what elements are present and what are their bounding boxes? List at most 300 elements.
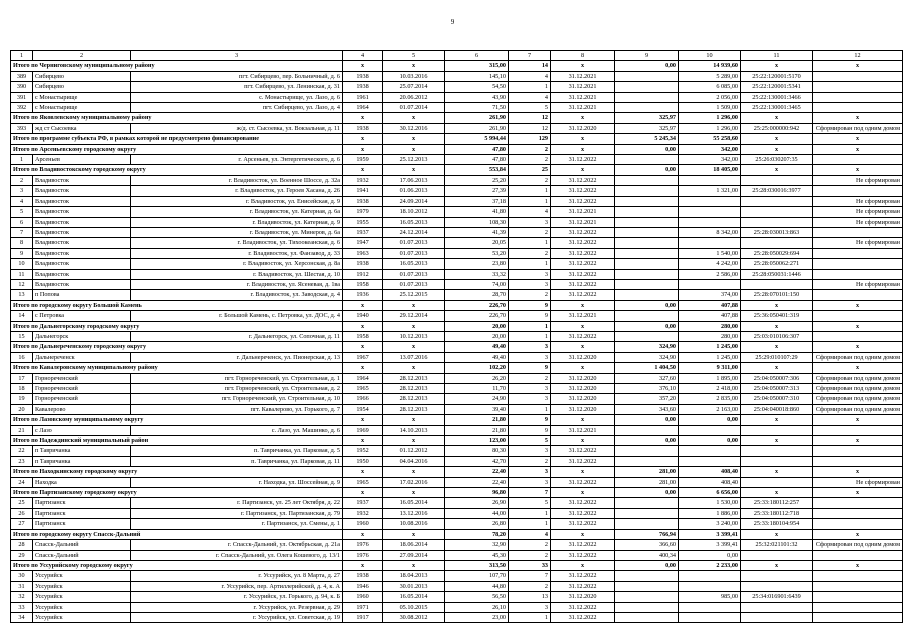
subtotal-row: [11, 134, 903, 144]
table-cell: Владивосток: [33, 279, 131, 289]
table-cell: 31.12.2022: [551, 581, 615, 591]
table-cell: 1938: [343, 571, 383, 581]
table-cell: 20: [11, 404, 33, 414]
table-cell: Владивосток: [33, 186, 131, 196]
table-row: [11, 602, 903, 612]
table-cell: 31.12.2022: [551, 290, 615, 300]
table-cell: г. Находка, ул. Шоссейная, д. 9: [131, 477, 343, 487]
subtotal-row: [11, 342, 903, 352]
table-cell: 17.06.2013: [383, 175, 445, 185]
table-cell: Партизанск: [33, 519, 131, 529]
table-cell: 1 886,00: [679, 508, 741, 518]
table-cell: 107,70: [445, 571, 509, 581]
table-cell: 31.12.2020: [551, 352, 615, 362]
subtotal-cell: x: [383, 300, 445, 310]
subtotal-cell: 96,80: [445, 488, 509, 498]
table-cell: [813, 519, 903, 529]
table-cell: 1946: [343, 581, 383, 591]
subtotal-cell: x: [383, 144, 445, 154]
table-cell: 1971: [343, 602, 383, 612]
table-cell: 31.12.2022: [551, 155, 615, 165]
table-cell: г. Дальнереченск, ул. Пионерская, д. 13: [131, 352, 343, 362]
subtotal-cell: x: [813, 415, 903, 425]
table-cell: 29: [11, 550, 33, 560]
subtotal-cell: x: [813, 529, 903, 539]
table-cell: Не сформирован: [813, 175, 903, 185]
table-cell: [615, 311, 679, 321]
table-cell: 1917: [343, 612, 383, 622]
table-cell: [741, 446, 813, 456]
table-cell: 01.07.2013: [383, 269, 445, 279]
table-cell: 20,05: [445, 238, 509, 248]
table-cell: Уссурийск: [33, 612, 131, 622]
subtotal-cell: 0,00: [615, 144, 679, 154]
table-cell: [615, 259, 679, 269]
subtotal-cell: x: [383, 134, 445, 144]
table-cell: 31.12.2022: [551, 602, 615, 612]
subtotal-cell: x: [813, 560, 903, 570]
table-cell: 31.12.2022: [551, 498, 615, 508]
subtotal-cell: x: [741, 363, 813, 373]
table-cell: [813, 71, 903, 81]
subtotal-cell: x: [741, 300, 813, 310]
table-cell: 31.12.2020: [551, 404, 615, 414]
table-cell: Уссурийск: [33, 602, 131, 612]
subtotal-row: [11, 436, 903, 446]
table-cell: 21: [11, 425, 33, 435]
column-number-cell: 12: [813, 51, 903, 61]
table-cell: 32: [11, 592, 33, 602]
table-cell: 31.12.2022: [551, 259, 615, 269]
subtotal-cell: 0,00: [615, 560, 679, 570]
table-cell: с Монастырище: [33, 92, 131, 102]
table-cell: 376,10: [615, 384, 679, 394]
subtotal-cell: x: [551, 529, 615, 539]
table-cell: [615, 290, 679, 300]
subtotal-cell: x: [383, 342, 445, 352]
table-cell: 45,30: [445, 550, 509, 560]
column-number-cell: 4: [343, 51, 383, 61]
table-cell: 3: [509, 217, 551, 227]
table-cell: 14.10.2013: [383, 425, 445, 435]
table-cell: 31.12.2022: [551, 540, 615, 550]
table-cell: [615, 269, 679, 279]
table-cell: 985,00: [679, 592, 741, 602]
table-cell: 31.12.2022: [551, 196, 615, 206]
subtotal-label: Итого по Лазовскому муниципальному округу: [11, 415, 343, 425]
subtotal-cell: x: [813, 61, 903, 71]
subtotal-cell: x: [383, 560, 445, 570]
table-row: [11, 259, 903, 269]
table-cell: 325,97: [615, 123, 679, 133]
subtotal-cell: x: [551, 467, 615, 477]
table-cell: 18.04.2013: [383, 571, 445, 581]
table-cell: г. Уссурийск, ул. Горького, д. 94, к. Б: [131, 592, 343, 602]
table-cell: [741, 581, 813, 591]
table-cell: 74,00: [445, 279, 509, 289]
table-cell: 25:22:130001:3466: [741, 92, 813, 102]
table-cell: 2: [509, 540, 551, 550]
table-cell: 392: [11, 103, 33, 113]
table-cell: 01.07.2013: [383, 238, 445, 248]
table-cell: 1: [509, 612, 551, 622]
table-cell: 33,32: [445, 269, 509, 279]
table-cell: [741, 238, 813, 248]
table-cell: [741, 602, 813, 612]
table-cell: г. Владивосток, ул. Военное Шоссе, д. 32а: [131, 175, 343, 185]
table-cell: 261,90: [445, 123, 509, 133]
table-cell: 05.10.2015: [383, 602, 445, 612]
table-cell: 71,50: [445, 103, 509, 113]
table-cell: 393: [11, 123, 33, 133]
table-cell: [813, 498, 903, 508]
table-cell: [679, 612, 741, 622]
table-cell: г. Владивосток, ул. Минеров, д. 6а: [131, 227, 343, 237]
table-cell: Спасск-Дальний: [33, 550, 131, 560]
table-cell: 145,10: [445, 71, 509, 81]
table-cell: [813, 581, 903, 591]
table-cell: Уссурийск: [33, 581, 131, 591]
subtotal-cell: 766,94: [615, 529, 679, 539]
table-cell: 13: [11, 290, 33, 300]
table-cell: Владивосток: [33, 259, 131, 269]
table-cell: 16: [11, 352, 33, 362]
table-cell: Сформирован под одним домом: [813, 373, 903, 383]
table-cell: 3 399,41: [679, 540, 741, 550]
table-cell: [615, 279, 679, 289]
subtotal-cell: x: [741, 321, 813, 331]
subtotal-row: [11, 415, 903, 425]
table-cell: 1938: [343, 82, 383, 92]
table-cell: 31.12.2020: [551, 384, 615, 394]
table-cell: г. Владивосток, ул. Шестая, д. 10: [131, 269, 343, 279]
table-cell: 25:25:000000:942: [741, 123, 813, 133]
table-row: [11, 217, 903, 227]
table-cell: 1979: [343, 207, 383, 217]
subtotal-cell: x: [343, 436, 383, 446]
table-cell: 26,20: [445, 373, 509, 383]
table-cell: 400,34: [615, 550, 679, 560]
table-cell: [741, 217, 813, 227]
table-cell: 24: [11, 477, 33, 487]
table-cell: [615, 196, 679, 206]
table-cell: 407,88: [679, 311, 741, 321]
table-row: [11, 123, 903, 133]
subtotal-cell: x: [551, 560, 615, 570]
table-cell: Сформирован под одним домом: [813, 540, 903, 550]
table-row: [11, 612, 903, 622]
table-cell: 31.12.2022: [551, 456, 615, 466]
subtotal-cell: x: [813, 144, 903, 154]
table-cell: 27: [11, 519, 33, 529]
column-number-cell: 3: [131, 51, 343, 61]
subtotal-label: Итого по Надеждинский муниципальный район: [11, 436, 343, 446]
table-cell: 31.12.2021: [551, 311, 615, 321]
subtotal-cell: x: [343, 165, 383, 175]
table-cell: 3: [509, 477, 551, 487]
table-cell: 18.06.2014: [383, 540, 445, 550]
table-cell: Кавалерово: [33, 404, 131, 414]
table-cell: 31.12.2022: [551, 446, 615, 456]
table-cell: 4: [509, 207, 551, 217]
table-cell: Дальнереченск: [33, 352, 131, 362]
table-cell: 25:28:070101:150: [741, 290, 813, 300]
table-cell: 31.12.2020: [551, 394, 615, 404]
subtotal-cell: 0,00: [615, 165, 679, 175]
table-row: [11, 248, 903, 258]
table-cell: 1965: [343, 384, 383, 394]
table-cell: 1947: [343, 238, 383, 248]
subtotal-cell: 1 296,00: [679, 113, 741, 123]
table-cell: 31.12.2022: [551, 175, 615, 185]
table-cell: 10.12.2013: [383, 331, 445, 341]
subtotal-cell: x: [741, 529, 813, 539]
table-cell: [615, 331, 679, 341]
column-number-cell: 11: [741, 51, 813, 61]
table-cell: 1976: [343, 540, 383, 550]
table-cell: 1 509,00: [679, 103, 741, 113]
table-row: [11, 155, 903, 165]
subtotal-row: [11, 61, 903, 71]
table-cell: 27.09.2014: [383, 550, 445, 560]
table-cell: 25.07.2014: [383, 82, 445, 92]
subtotal-cell: 47,80: [445, 144, 509, 154]
table-cell: 1938: [343, 196, 383, 206]
table-cell: 10: [11, 259, 33, 269]
table-cell: г. Владивосток, ул. Заводская, д. 4: [131, 290, 343, 300]
subtotal-cell: x: [343, 488, 383, 498]
table-cell: 28.12.2013: [383, 373, 445, 383]
table-cell: пгт. Горнореченский, ул. Строительная, д. 1: [131, 373, 343, 383]
table-row: [11, 592, 903, 602]
table-cell: 1966: [343, 394, 383, 404]
table-cell: 25:04:040018:860: [741, 404, 813, 414]
subtotal-cell: x: [741, 467, 813, 477]
table-cell: г. Владивосток, ул. Тихоокеанская, д. 6: [131, 238, 343, 248]
table-cell: [679, 238, 741, 248]
table-cell: 30.12.2016: [383, 123, 445, 133]
table-cell: 408,40: [679, 477, 741, 487]
table-cell: [741, 207, 813, 217]
table-row: [11, 373, 903, 383]
table-cell: 30.01.2013: [383, 581, 445, 591]
subtotal-cell: 129: [509, 134, 551, 144]
subtotal-cell: x: [343, 415, 383, 425]
table-cell: [741, 456, 813, 466]
subtotal-cell: x: [813, 436, 903, 446]
table-cell: 1955: [343, 217, 383, 227]
table-cell: 31.12.2022: [551, 508, 615, 518]
subtotal-label: Итого по Арсеньевскому городскому округу: [11, 144, 343, 154]
table-cell: [615, 519, 679, 529]
subtotal-row: [11, 144, 903, 154]
table-cell: 13: [509, 592, 551, 602]
table-row: [11, 207, 903, 217]
table-cell: [813, 602, 903, 612]
table-cell: с. Лазо, ул. Машинко, д. 6: [131, 425, 343, 435]
subtotal-cell: x: [813, 342, 903, 352]
table-cell: 28.12.2013: [383, 394, 445, 404]
table-cell: 24.09.2014: [383, 196, 445, 206]
table-cell: г. Уссурийск, пер. Артиллерийский, д. 4, к. А: [131, 581, 343, 591]
table-cell: Находка: [33, 477, 131, 487]
table-cell: 25,20: [445, 175, 509, 185]
table-cell: 26,90: [445, 498, 509, 508]
table-cell: 1965: [343, 477, 383, 487]
subtotal-cell: x: [343, 134, 383, 144]
table-row: [11, 269, 903, 279]
table-cell: 24.12.2014: [383, 227, 445, 237]
table-cell: Сибирцево: [33, 82, 131, 92]
table-cell: Владивосток: [33, 227, 131, 237]
table-row: [11, 279, 903, 289]
table-cell: Арсеньев: [33, 155, 131, 165]
subtotal-cell: 7: [509, 488, 551, 498]
table-cell: 1: [509, 519, 551, 529]
subtotal-cell: 4: [509, 529, 551, 539]
table-cell: 17.02.2016: [383, 477, 445, 487]
table-cell: г. Спасск-Дальний, ул. Октябрьская, д. 21а: [131, 540, 343, 550]
table-cell: 31.12.2022: [551, 331, 615, 341]
table-cell: 11: [11, 269, 33, 279]
subtotal-cell: x: [741, 113, 813, 123]
table-cell: 25:04:050007:313: [741, 384, 813, 394]
table-cell: 1: [509, 331, 551, 341]
table-cell: 327,60: [615, 373, 679, 383]
table-cell: [741, 571, 813, 581]
table-cell: 2: [509, 456, 551, 466]
subtotal-cell: x: [741, 134, 813, 144]
table-cell: 31.12.2021: [551, 92, 615, 102]
table-cell: с Лазо: [33, 425, 131, 435]
table-cell: Сформирован под одним домом: [813, 394, 903, 404]
table-cell: 1938: [343, 259, 383, 269]
table-row: [11, 550, 903, 560]
table-cell: [679, 571, 741, 581]
table-cell: [813, 259, 903, 269]
table-cell: 1 245,00: [679, 352, 741, 362]
table-cell: пгт. Сибирцево, ул. Ленинская, д. 31: [131, 82, 343, 92]
table-cell: 42,70: [445, 456, 509, 466]
subtotal-cell: 22,40: [445, 467, 509, 477]
table-cell: пгт. Горнореченский, ул. Строительная, д. 10: [131, 394, 343, 404]
table-cell: 27,39: [445, 186, 509, 196]
subtotal-label: Итого по Дальнереченскому городскому округу: [11, 342, 343, 352]
table-row: [11, 71, 903, 81]
table-cell: 31.12.2022: [551, 238, 615, 248]
table-cell: 4: [509, 71, 551, 81]
table-cell: 1 540,00: [679, 248, 741, 258]
table-cell: [679, 425, 741, 435]
table-cell: 11,70: [445, 384, 509, 394]
table-cell: 1937: [343, 498, 383, 508]
table-cell: г. Спасск-Дальний, ул. Олега Кошевого, д. 13/1: [131, 550, 343, 560]
subtotal-cell: x: [813, 113, 903, 123]
column-number-cell: 5: [383, 51, 445, 61]
table-cell: 13.07.2016: [383, 352, 445, 362]
subtotal-cell: x: [551, 342, 615, 352]
column-number-cell: 2: [33, 51, 131, 61]
subtotal-cell: 0,00: [615, 61, 679, 71]
table-cell: 28: [11, 540, 33, 550]
table-cell: п. Тавричанка, ул. Парковая, д. 11: [131, 456, 343, 466]
subtotal-row: [11, 165, 903, 175]
table-cell: 7: [509, 571, 551, 581]
table-cell: 1 895,00: [679, 373, 741, 383]
table-cell: пгт. Горнореченский, ул. Строительная, д. 2: [131, 384, 343, 394]
subtotal-cell: 33: [509, 560, 551, 570]
subtotal-cell: x: [741, 560, 813, 570]
table-cell: [813, 227, 903, 237]
table-cell: жд ст Сысоевка: [33, 123, 131, 133]
table-cell: 15: [11, 331, 33, 341]
subtotal-cell: x: [343, 342, 383, 352]
table-cell: 1961: [343, 92, 383, 102]
table-cell: 25:04:050007:306: [741, 373, 813, 383]
subtotal-cell: 123,00: [445, 436, 509, 446]
table-cell: г. Большой Камень, с. Петровка, ул. ДОС, д. 4: [131, 311, 343, 321]
table-cell: [679, 602, 741, 612]
table-cell: 25:04:050007:310: [741, 394, 813, 404]
table-cell: 1958: [343, 331, 383, 341]
subtotal-cell: x: [551, 61, 615, 71]
table-cell: 389: [11, 71, 33, 81]
table-cell: 1 321,00: [679, 186, 741, 196]
table-row: [11, 519, 903, 529]
subtotal-cell: 20,00: [445, 321, 509, 331]
table-cell: [813, 311, 903, 321]
housing-table: [10, 50, 903, 623]
table-cell: [679, 207, 741, 217]
table-cell: [813, 550, 903, 560]
table-cell: 18: [11, 384, 33, 394]
table-cell: 25:32:021101:32: [741, 540, 813, 550]
table-cell: [679, 175, 741, 185]
table-cell: 54,50: [445, 82, 509, 92]
table-cell: 2: [509, 248, 551, 258]
table-cell: 04.04.2016: [383, 456, 445, 466]
column-number-cell: 1: [11, 51, 33, 61]
table-cell: п Тавричанка: [33, 446, 131, 456]
subtotal-cell: 49,40: [445, 342, 509, 352]
table-cell: [813, 290, 903, 300]
subtotal-cell: 9: [509, 300, 551, 310]
table-cell: 390: [11, 82, 33, 92]
subtotal-label: Итого по Дальнегорскому городскому округу: [11, 321, 343, 331]
subtotal-cell: 325,97: [615, 113, 679, 123]
table-cell: [615, 592, 679, 602]
subtotal-cell: x: [383, 529, 445, 539]
subtotal-cell: 5 994,44: [445, 134, 509, 144]
subtotal-cell: x: [343, 61, 383, 71]
subtotal-cell: x: [343, 321, 383, 331]
subtotal-cell: 0,00: [615, 300, 679, 310]
subtotal-cell: x: [551, 363, 615, 373]
table-cell: г. Уссурийск, ул. 8 Марта, д. 27: [131, 571, 343, 581]
subtotal-cell: x: [343, 560, 383, 570]
table-cell: 26,80: [445, 519, 509, 529]
table-cell: 5: [509, 103, 551, 113]
table-cell: [615, 446, 679, 456]
table-cell: 391: [11, 92, 33, 102]
column-number-cell: 9: [615, 51, 679, 61]
table-cell: 14: [11, 311, 33, 321]
table-cell: 29.12.2014: [383, 311, 445, 321]
table-cell: 2: [509, 550, 551, 560]
table-cell: 28.12.2013: [383, 384, 445, 394]
table-cell: 31.12.2022: [551, 186, 615, 196]
subtotal-cell: 2: [509, 144, 551, 154]
